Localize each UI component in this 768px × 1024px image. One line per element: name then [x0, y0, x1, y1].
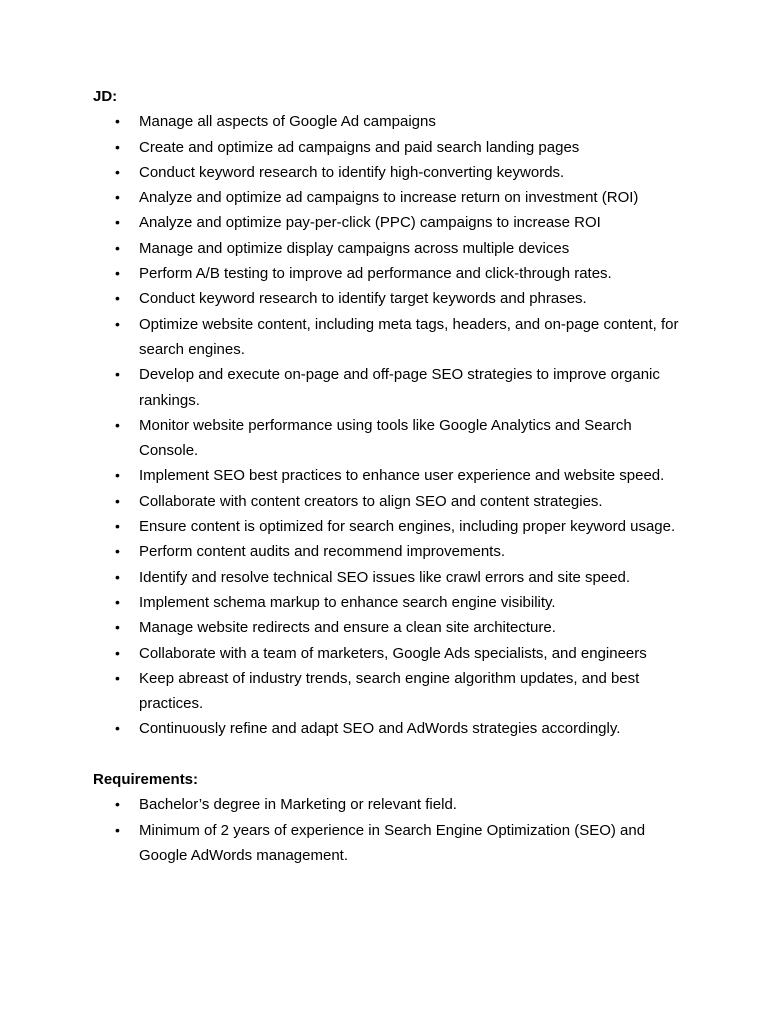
document-body [93, 84, 693, 868]
list-item [93, 514, 693, 539]
list-item-text: Collaborate with a team of marketers, Google Ads specialists, and engineers [139, 644, 647, 662]
list-item-text: Keep abreast of industry trends, search engine algorithm updates, and best practices. [139, 669, 640, 713]
list-item-text: Minimum of 2 years of experience in Search Engine Optimization (SEO) and Google AdWords management. [139, 821, 646, 864]
bullet-icon: • [115, 543, 120, 560]
list-item [93, 236, 693, 261]
bullet-icon: • [115, 619, 120, 636]
list-item [93, 312, 693, 363]
list-item [93, 539, 693, 564]
list-item [93, 135, 693, 160]
list-item [93, 160, 693, 185]
list-item [93, 615, 693, 640]
list-item-text: Analyze and optimize pay-per-click (PPC) campaigns to increase ROI [139, 214, 601, 232]
bullet-icon: • [115, 265, 120, 282]
bullet-icon: • [115, 239, 120, 256]
list-item [93, 210, 693, 235]
list-item-text: Implement schema markup to enhance search engine visibility. [139, 593, 556, 611]
section-spacer [93, 742, 693, 767]
list-item [93, 286, 693, 311]
list-item-text: Analyze and optimize ad campaigns to increase return on investment (ROI) [139, 189, 639, 207]
jd-list [93, 109, 693, 741]
list-item-text: Implement SEO best practices to enhance user experience and website speed. [139, 467, 665, 485]
list-item-text: Perform A/B testing to improve ad performance and click-through rates. [139, 265, 612, 283]
bullet-icon: • [115, 644, 120, 661]
requirements-list [93, 792, 693, 868]
list-item [93, 463, 693, 488]
jd-heading: JD: [93, 88, 118, 105]
bullet-icon: • [115, 821, 120, 838]
bullet-icon: • [115, 467, 120, 484]
list-item-text: Develop and execute on-page and off-page SEO strategies to improve organic rankings. [139, 366, 660, 409]
bullet-icon: • [115, 290, 120, 307]
bullet-icon: • [115, 518, 120, 535]
bullet-icon: • [115, 568, 120, 585]
list-item-text: Perform content audits and recommend improvements. [139, 543, 505, 561]
list-item [93, 666, 693, 717]
list-item-text: Ensure content is optimized for search engines, including proper keyword usage. [139, 518, 676, 536]
bullet-icon: • [115, 113, 120, 130]
bullet-icon: • [115, 163, 120, 180]
list-item [93, 185, 693, 210]
list-item-text: Manage and optimize display campaigns across multiple devices [139, 239, 570, 257]
list-item [93, 489, 693, 514]
list-item [93, 716, 693, 741]
bullet-icon: • [115, 593, 120, 610]
bullet-icon: • [115, 720, 120, 737]
bullet-icon: • [115, 189, 120, 206]
bullet-icon: • [115, 138, 120, 155]
list-item-text: Optimize website content, including meta tags, headers, and on-page content, for search engines. [139, 315, 679, 358]
bullet-icon: • [115, 214, 120, 231]
list-item-text: Monitor website performance using tools like Google Analytics and Search Console. [139, 416, 632, 460]
list-item [93, 565, 693, 590]
list-item [93, 641, 693, 666]
list-item [93, 109, 693, 134]
bullet-icon: • [115, 366, 120, 383]
bullet-icon: • [115, 669, 120, 686]
list-item [93, 792, 693, 817]
requirements-heading: Requirements: [93, 771, 199, 789]
list-item-text: Identify and resolve technical SEO issues like crawl errors and site speed. [139, 568, 631, 586]
bullet-icon: • [115, 315, 120, 332]
list-item-text: Manage all aspects of Google Ad campaigns [139, 113, 436, 131]
list-item [93, 818, 693, 869]
list-item [93, 413, 693, 464]
list-item [93, 261, 693, 286]
bullet-icon: • [115, 492, 120, 509]
bullet-icon: • [115, 796, 120, 813]
list-item-text: Create and optimize ad campaigns and paid search landing pages [139, 138, 580, 156]
bullet-icon: • [115, 416, 120, 433]
list-item-text: Continuously refine and adapt SEO and AdWords strategies accordingly. [139, 720, 621, 738]
list-item-text: Bachelor’s degree in Marketing or relevant field. [139, 796, 457, 814]
list-item-text: Manage website redirects and ensure a clean site architecture. [139, 619, 556, 637]
list-item-text: Conduct keyword research to identify high-converting keywords. [139, 163, 565, 181]
list-item-text: Collaborate with content creators to align SEO and content strategies. [139, 492, 603, 510]
list-item-text: Conduct keyword research to identify target keywords and phrases. [139, 290, 587, 308]
list-item [93, 590, 693, 615]
list-item [93, 362, 693, 413]
